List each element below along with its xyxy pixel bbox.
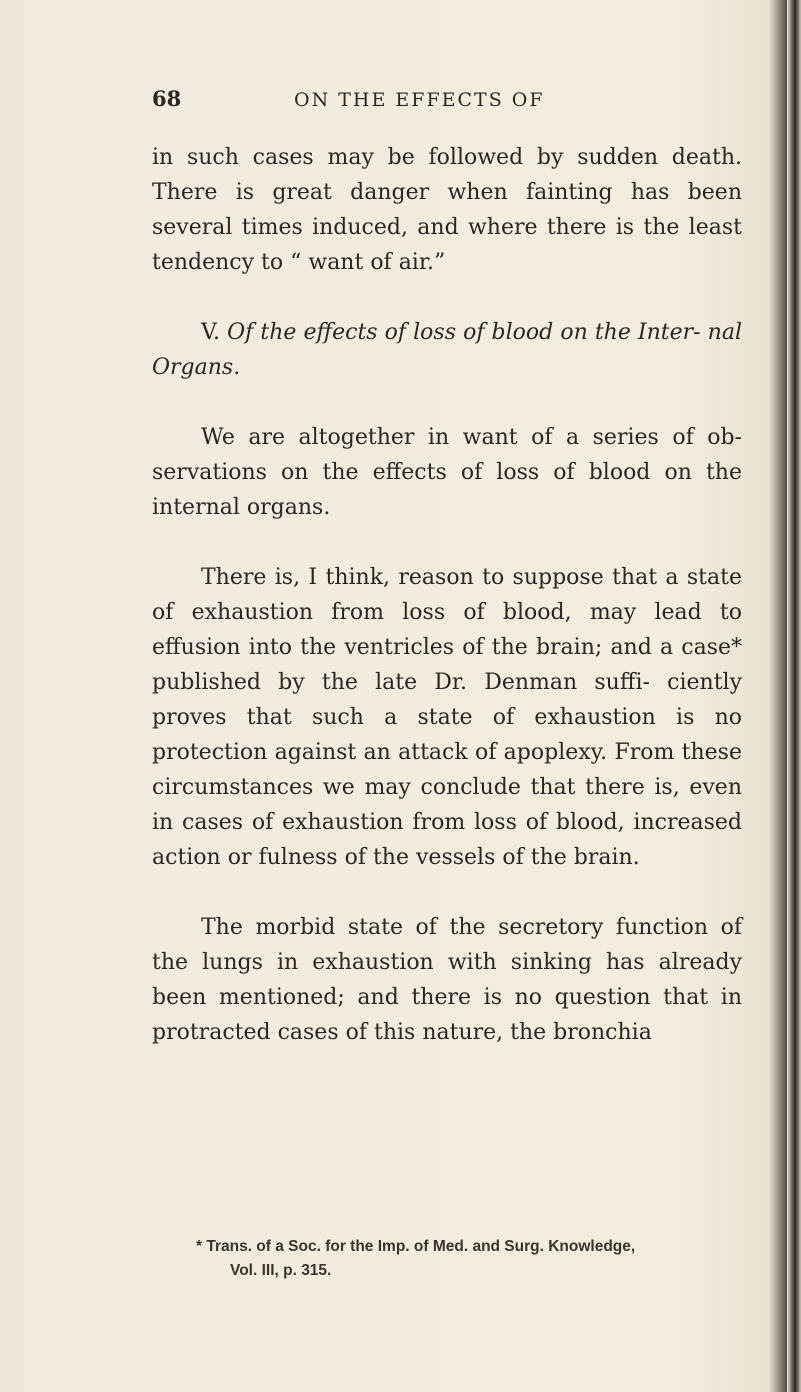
book-spine-edge — [787, 0, 801, 1392]
paragraph-2: We are altogether in want of a series of ob- servations on the effects of loss of blood on the internal organs. — [152, 425, 742, 520]
footnote-line-2: Vol. III, p. 315. — [230, 1262, 332, 1279]
footnote-line-1: * Trans. of a Soc. for the Imp. of Med. and Surg. Knowledge, — [196, 1238, 636, 1255]
running-head — [152, 86, 752, 120]
page-number: 68 — [152, 86, 182, 111]
paragraph-3: There is, I think, reason to suppose that a state of exhaustion from loss of blood, may lead to effusion into the ventricles of the brain; and a case* published by the late Dr. Denman suffi- ciently proves that such a state of exhaustion is no protection against an attack of apoplexy. From these circumstances we may conclude that there is, even in cases of exhaustion from loss of blood, increased action or fulness of the vessels of the brain. — [152, 565, 742, 870]
section-number: V. — [201, 320, 221, 345]
running-head-title: ON THE EFFECTS OF — [294, 89, 545, 111]
body-text — [152, 140, 742, 1050]
paragraph-4: The morbid state of the secretory function of the lungs in exhaustion with sinking has already been mentioned; and there is no question that in protracted cases of this nature, the bronchia — [152, 915, 742, 1045]
paragraph-1: in such cases may be followed by sudden death. There is great danger when fainting has been several times induced, and where there is the least tendency to “ want of air.” — [152, 145, 742, 275]
section-heading — [152, 315, 742, 385]
section-title: Of the effects of loss of blood on the Inter- nal Organs. — [152, 320, 743, 380]
footnote — [152, 1235, 742, 1283]
